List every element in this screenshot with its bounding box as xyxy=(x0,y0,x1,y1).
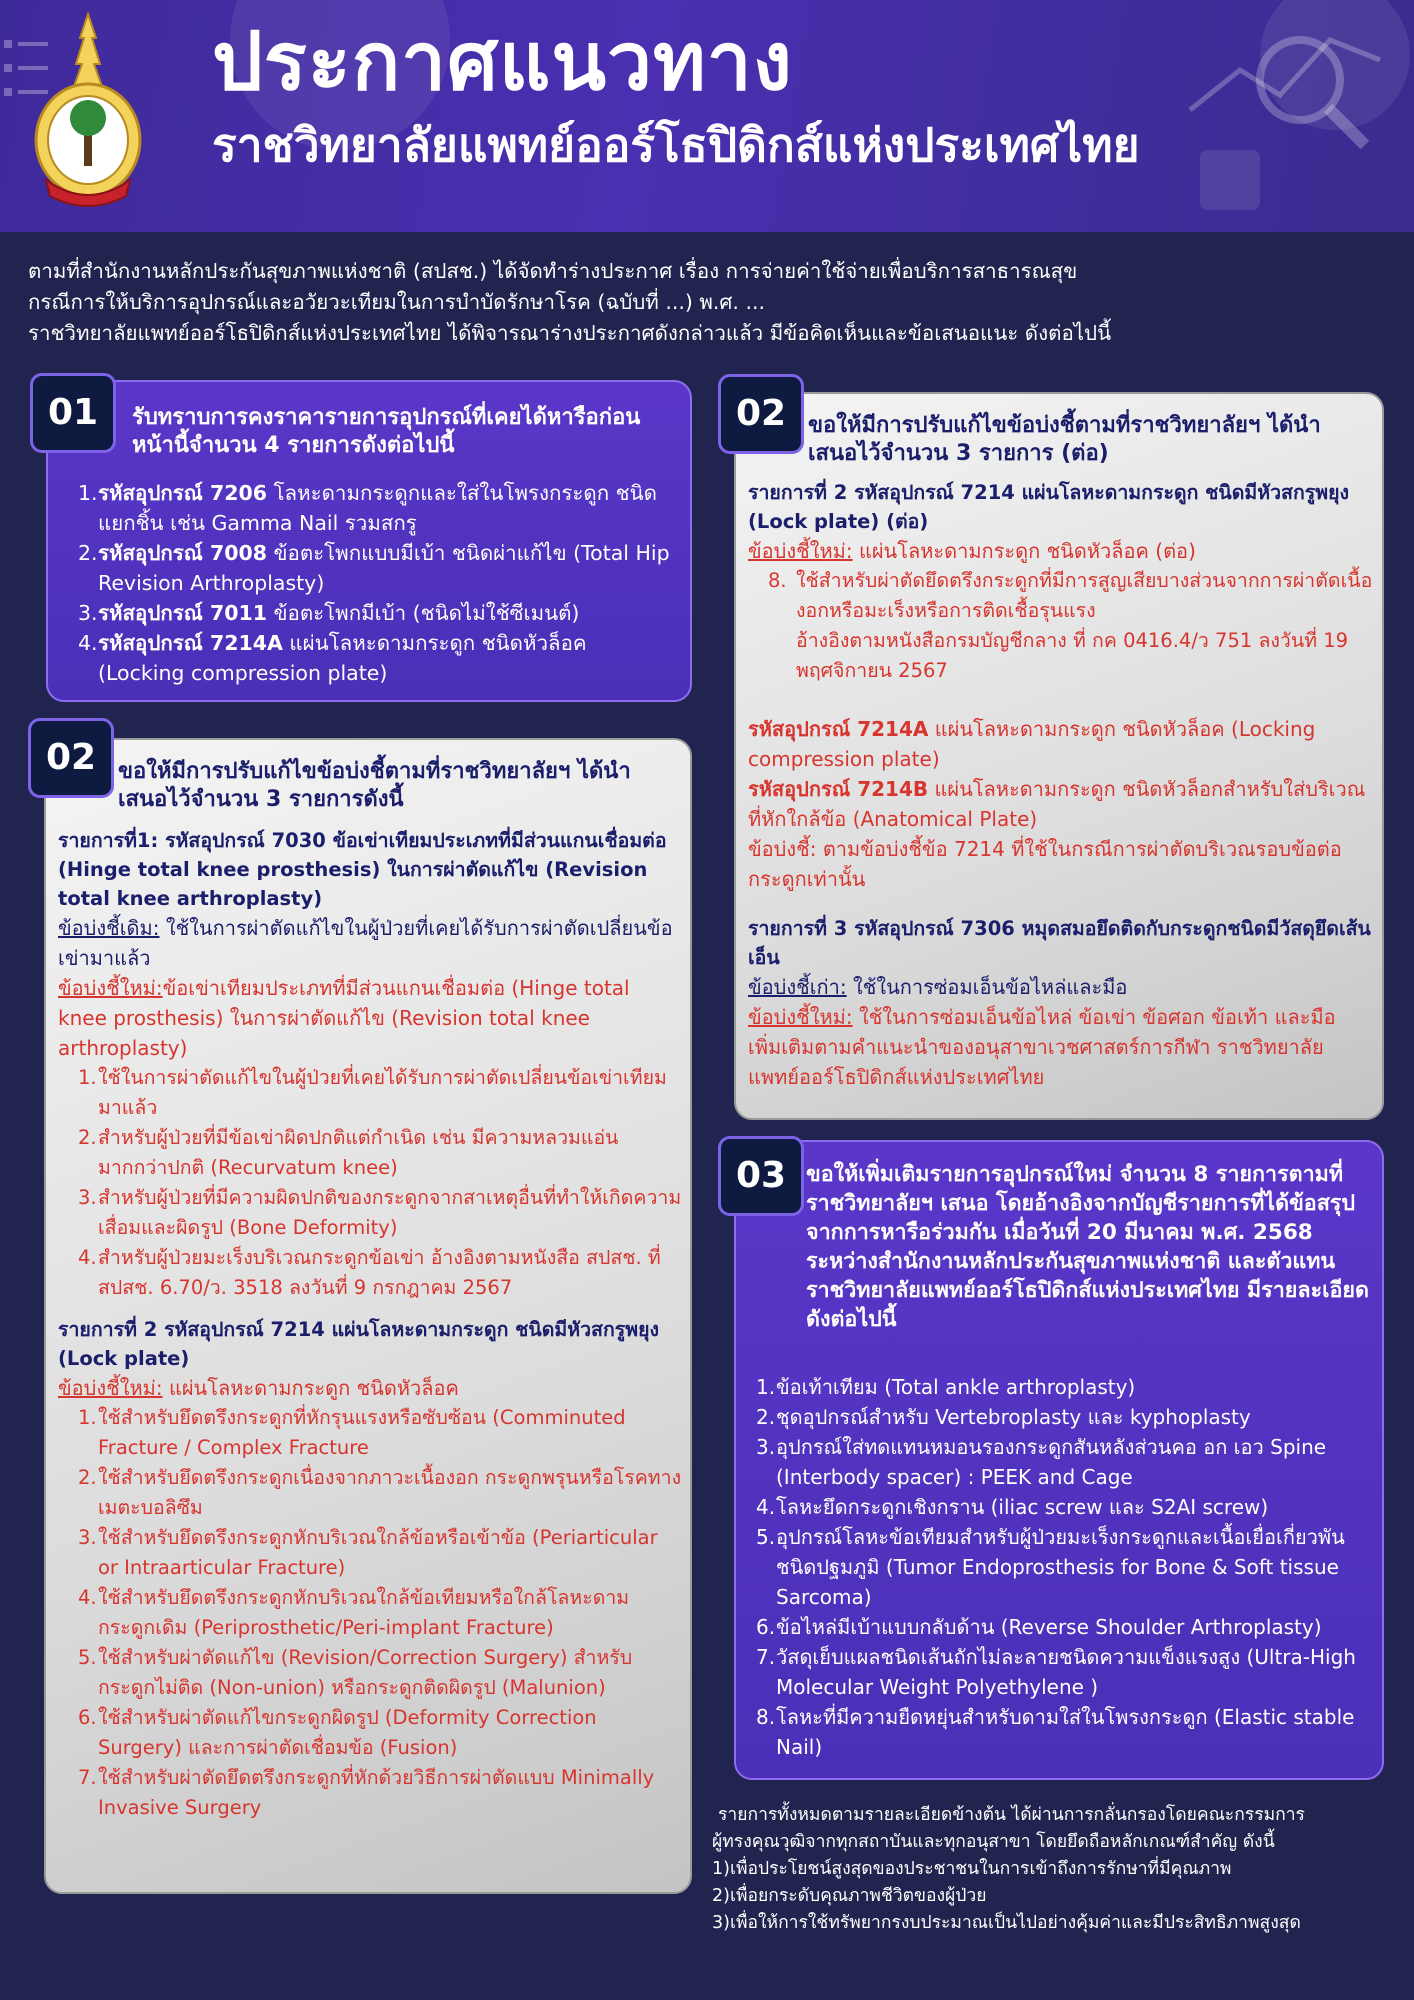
item-text: ใช้สำหรับผ่าตัดยึดตรึงกระดูกที่หักด้วยวิธีการผ่าตัดแบบ Minimally Invasive Surgery xyxy=(98,1766,655,1819)
footer-line: 3)เพื่อให้การใช้ทรัพยากรงบประมาณเป็นไปอย่างคุ้มค่าและมีประสิทธิภาพสูงสุด xyxy=(712,1913,1301,1933)
item-text: โลหะยึดกระดูกเชิงกราน (iliac screw และ S2AI screw) xyxy=(776,1495,1269,1519)
item-text: ใช้สำหรับยึดตรึงกระดูกเนื่องจากภาวะเนื้องอก กระดูกพรุนหรือโรคทางเมตะบอลิซึม xyxy=(98,1466,682,1519)
device-code: รหัสอุปกรณ์ 7214A xyxy=(98,631,283,655)
new-indication-text: ข้อเข่าเทียมประเภทที่มีส่วนแกนเชื่อมต่อ (Hinge total knee prosthesis) ในการผ่าตัดแก้ไข (Revision total knee arthroplasty) xyxy=(58,976,630,1060)
list-number: 5. xyxy=(756,1525,776,1549)
list-number: 6. xyxy=(78,1706,97,1729)
section-03-badge: 03 xyxy=(718,1136,804,1216)
device-code: รหัสอุปกรณ์ 7011 xyxy=(98,601,267,625)
old-indication-label: ข้อบ่งชี้เก่า: xyxy=(748,975,847,999)
item-text: ข้อตะโพกแบบมีเบ้า ชนิดผ่าแก้ไข (Total Hip Revision Arthroplasty) xyxy=(98,541,670,595)
list-item xyxy=(756,1702,1378,1762)
device-code: รหัสอุปกรณ์ 7214A xyxy=(748,717,929,741)
section-03-list xyxy=(756,1372,1378,1762)
list-item xyxy=(78,478,678,538)
list-number: 8. xyxy=(768,569,787,592)
section-01-list xyxy=(78,478,678,688)
item-text: ใช้สำหรับผ่าตัดแก้ไข (Revision/Correction Surgery) สำหรับกระดูกไม่ติด (Non-union) หรือกระดูกติดผิดรูป (Malunion) xyxy=(98,1646,633,1699)
old-indication-text: ใช้ในการผ่าตัดแก้ไขในผู้ป่วยที่เคยได้รับการผ่าตัดเปลี่ยนข้อเข่ามาแล้ว xyxy=(58,916,673,970)
item-text: ชุดอุปกรณ์สำหรับ Vertebroplasty และ kyphoplasty xyxy=(776,1405,1251,1429)
new-indication-label: ข้อบ่งชี้ใหม่: xyxy=(748,539,853,563)
intro-line: กรณีการให้บริการอุปกรณ์และอวัยวะเทียมในการบำบัดรักษาโรค (ฉบับที่ ...) พ.ศ. ... xyxy=(28,290,766,314)
list-item xyxy=(78,1643,682,1703)
list-number: 2. xyxy=(78,541,98,565)
section-01-title: รับทราบการคงราคารายการอุปกรณ์ที่เคยได้หารือก่อนหน้านี้จำนวน 4 รายการดังต่อไปนี้ xyxy=(132,405,641,458)
list-item xyxy=(78,1183,682,1243)
item-text: ใช้สำหรับผ่าตัดยึดตรึงกระดูกที่มีการสูญเสียบางส่วนจากการผ่าตัดเนื้องอกหรือมะเร็งหรือการติดเชื้อรุนแรง xyxy=(796,569,1373,622)
new-indication-label: ข้อบ่งชี้ใหม่: xyxy=(58,976,163,1000)
item-text: แผ่นโลหะดามกระดูก ชนิดหัวล็อค (Locking compression plate) xyxy=(98,631,587,685)
analytics-decor-icon xyxy=(1180,0,1414,232)
new-indication-label: ข้อบ่งชี้ใหม่: xyxy=(748,1005,853,1029)
new-indication-text: แผ่นโลหะดามกระดูก ชนิดหัวล็อค xyxy=(162,1376,459,1400)
item-text: โลหะดามกระดูกและใส่ในโพรงกระดูก ชนิดแยกชิ้น เช่น Gamma Nail รวมสกรู xyxy=(98,481,657,535)
list-item xyxy=(756,1372,1378,1402)
list-number: 1. xyxy=(78,1066,97,1089)
section-02-content xyxy=(58,826,682,1823)
list-item xyxy=(78,1403,682,1463)
list-item xyxy=(756,1522,1378,1612)
item-text: สำหรับผู้ป่วยที่มีความผิดปกติของกระดูกจากสาเหตุอื่นที่ทำให้เกิดความเสื่อมและผิดรูป (Bone Deformity) xyxy=(98,1186,682,1239)
section-03-box xyxy=(734,1140,1384,1780)
list-item xyxy=(78,598,678,628)
list-number: 2. xyxy=(78,1126,97,1149)
footer-note xyxy=(712,1802,1402,1937)
item-text: อุปกรณ์ใส่ทดแทนหมอนรองกระดูกสันหลังส่วนคอ อก เอว Spine (Interbody spacer) : PEEK and Cage xyxy=(776,1435,1327,1489)
new-indication-label: ข้อบ่งชี้ใหม่: xyxy=(58,1376,163,1400)
section-03-title: ขอให้เพิ่มเติมรายการอุปกรณ์ใหม่ จำนวน 8 รายการตามที่ราชวิทยาลัยฯ เสนอ โดยอ้างอิงจากบัญชีรายการที่ได้ข้อสรุปจากการหารือร่วมกัน เมื่อวันที่ 20 มีนาคม พ.ศ. 2568 ระหว่างสำนักงานหลักประกันสุขภาพแห่งชาติ และตัวแทนราชวิทยาลัยแพทย์ออร์โธปิดิกส์แห่งประเทศไทย มีรายละเอียดดังต่อไปนี้ xyxy=(806,1162,1369,1332)
intro-line: ตามที่สำนักงานหลักประกันสุขภาพแห่งชาติ (สปสช.) ได้จัดทำร่างประกาศ เรื่อง การจ่ายค่าใช้จ่ายเพื่อบริการสาธารณสุข xyxy=(28,259,1078,283)
new-indication-text: ใช้ในการซ่อมเอ็นข้อไหล่ ข้อเข่า ข้อศอก ข้อเท้า และมือ เพิ่มเติมตามคำแนะนำของอนุสาขาเวชศาสตร์การกีฬา ราชวิทยาลัยแพทย์ออร์โธปิดิกส์แห่งประเทศไทย xyxy=(748,1005,1336,1089)
list-number: 2. xyxy=(78,1466,97,1489)
college-emblem-icon xyxy=(26,10,150,216)
item-text: ใช้สำหรับยึดตรึงกระดูกหักบริเวณใกล้ข้อหรือเข้าข้อ (Periarticular or Intraarticular Fracture) xyxy=(98,1526,658,1579)
list-number: 3. xyxy=(78,1526,97,1549)
device-code: รหัสอุปกรณ์ 7008 xyxy=(98,541,267,565)
list-number: 7. xyxy=(756,1645,776,1669)
list-item xyxy=(78,1063,682,1123)
list-number: 1. xyxy=(78,1406,97,1429)
list-item xyxy=(78,628,678,688)
footer-line: ผู้ทรงคุณวุฒิจากทุกสถาบันและทุกอนุสาขา โดยยึดถือหลักเกณฑ์สำคัญ ดังนี้ xyxy=(712,1832,1275,1852)
list-item xyxy=(78,1763,682,1823)
section-02-title: ขอให้มีการปรับแก้ไขข้อบ่งชี้ตามที่ราชวิทยาลัยฯ ได้นำเสนอไว้จำนวน 3 รายการดังนี้ xyxy=(118,759,631,812)
list-number: 7. xyxy=(78,1766,97,1789)
list-item xyxy=(756,1612,1378,1642)
list-number: 3. xyxy=(78,1186,97,1209)
item2-heading: รายการที่ 2 รหัสอุปกรณ์ 7214 แผ่นโลหะดามกระดูก ชนิดมีหัวสกรูพยุง (Lock plate) (ต่อ) xyxy=(748,481,1350,533)
device-code: รหัสอุปกรณ์ 7214B xyxy=(748,777,929,801)
list-item xyxy=(78,1583,682,1643)
list-item xyxy=(78,1123,682,1183)
list-item xyxy=(78,1523,682,1583)
item-text: แผ่นโลหะดามกระดูก ชนิดหัวล็อกสำหรับใส่บริเวณที่หักใกล้ข้อ (Anatomical Plate) xyxy=(748,777,1366,831)
list-number: 4. xyxy=(756,1495,776,1519)
list-number: 4. xyxy=(78,1586,97,1609)
item-text: สำหรับผู้ป่วยมะเร็งบริเวณกระดูกข้อเข่า อ้างอิงตามหนังสือ สปสช. ที่ สปสช. 6.70/ว. 3518 ลงวันที่ 9 กรกฎาคม 2567 xyxy=(98,1246,661,1299)
list-number: 1. xyxy=(756,1375,776,1399)
item2-point-8 xyxy=(748,566,1374,686)
list-item xyxy=(756,1492,1378,1522)
item1-indication-list xyxy=(58,1063,682,1303)
footer-line: 1)เพื่อประโยชน์สูงสุดของประชาชนในการเข้าถึงการรักษาที่มีคุณภาพ xyxy=(712,1859,1232,1879)
section-02-badge: 02 xyxy=(28,718,114,798)
list-item xyxy=(78,1703,682,1763)
intro-line: ราชวิทยาลัยแพทย์ออร์โธปิดิกส์แห่งประเทศไทย ได้พิจารณาร่างประกาศดังกล่าวแล้ว มีข้อคิดเห็นและข้อเสนอแนะ ดังต่อไปนี้ xyxy=(28,321,1112,345)
list-item xyxy=(78,1463,682,1523)
reference-text: อ้างอิงตามหนังสือกรมบัญชีกลาง ที่ กค 0416.4/ว 751 ลงวันที่ 19 พฤศจิกายน 2567 xyxy=(796,629,1349,682)
section-02-continued-title: ขอให้มีการปรับแก้ไขข้อบ่งชี้ตามที่ราชวิทยาลัยฯ ได้นำเสนอไว้จำนวน 3 รายการ (ต่อ) xyxy=(808,413,1321,466)
item-text: สำหรับผู้ป่วยที่มีข้อเข่าผิดปกติแต่กำเนิด เช่น มีความหลวมแอ่นมากกว่าปกติ (Recurvatum knee) xyxy=(98,1126,619,1179)
list-item xyxy=(78,1243,682,1303)
item2-heading: รายการที่ 2 รหัสอุปกรณ์ 7214 แผ่นโลหะดามกระดูก ชนิดมีหัวสกรูพยุง (Lock plate) xyxy=(58,1318,660,1370)
item-text: ใช้สำหรับยึดตรึงกระดูกหักบริเวณใกล้ข้อเทียมหรือใกล้โลหะดามกระดูกเดิม (Periprosthetic/Peri-implant Fracture) xyxy=(98,1586,630,1639)
item-text: โลหะที่มีความยืดหยุ่นสำหรับดามใส่ในโพรงกระดูก (Elastic stable Nail) xyxy=(776,1705,1355,1759)
list-number: 4. xyxy=(78,631,98,655)
list-number: 8. xyxy=(756,1705,776,1729)
list-item xyxy=(78,538,678,598)
list-item xyxy=(756,1432,1378,1492)
item-text: แผ่นโลหะดามกระดูก ชนิดหัวล็อค (Locking compression plate) xyxy=(748,717,1316,771)
section-01-badge: 01 xyxy=(30,373,116,453)
list-number: 4. xyxy=(78,1246,97,1269)
list-number: 2. xyxy=(756,1405,776,1429)
list-number: 5. xyxy=(78,1646,97,1669)
item-text: ข้อตะโพกมีเบ้า (ชนิดไม่ใช้ซีเมนต์) xyxy=(267,601,580,625)
item-text: ข้อไหล่มีเบ้าแบบกลับด้าน (Reverse Shoulder Arthroplasty) xyxy=(776,1615,1322,1639)
old-indication-label: ข้อบ่งชี้เดิม: xyxy=(58,916,160,940)
section-01-box xyxy=(46,380,692,702)
item1-heading: รายการที่1: รหัสอุปกรณ์ 7030 ข้อเข่าเทียมประเภทที่มีส่วนแกนเชื่อมต่อ (Hinge total knee prosthesis) ในการผ่าตัดแก้ไข (Revision total knee arthroplasty) xyxy=(58,829,667,910)
item-text: ใช้สำหรับผ่าตัดแก้ไขกระดูกผิดรูป (Deformity Correction Surgery) และการผ่าตัดเชื่อมข้อ (Fusion) xyxy=(98,1706,597,1759)
item2-indication-list xyxy=(58,1403,682,1823)
indication-note: ข้อบ่งชี้: ตามข้อบ่งชี้ข้อ 7214 ที่ใช้ในกรณีการผ่าตัดบริเวณรอบข้อต่อกระดูกเท่านั้น xyxy=(748,837,1342,891)
item-text: ใช้สำหรับยึดตรึงกระดูกที่หักรุนแรงหรือซับซ้อน (Comminuted Fracture / Complex Fracture xyxy=(98,1406,626,1459)
item-text: วัสดุเย็บแผลชนิดเส้นถักไม่ละลายชนิดความแข็งแรงสูง (Ultra-High Molecular Weight Polyethylene ) xyxy=(776,1645,1356,1699)
footer-line: รายการทั้งหมดตามรายละเอียดข้างต้น ได้ผ่านการกลั่นกรองโดยคณะกรรมการ xyxy=(718,1805,1305,1825)
page-subtitle: ราชวิทยาลัยแพทย์ออร์โธปิดิกส์แห่งประเทศไทย xyxy=(212,118,1140,172)
old-indication-text: ใช้ในการซ่อมเอ็นข้อไหล่และมือ xyxy=(846,975,1128,999)
list-item xyxy=(756,1402,1378,1432)
device-code: รหัสอุปกรณ์ 7206 xyxy=(98,481,267,505)
section-02-box xyxy=(44,738,692,1894)
item-text: ข้อเท้าเทียม (Total ankle arthroplasty) xyxy=(776,1375,1136,1399)
section-02-continued-content xyxy=(748,478,1374,1092)
header-banner xyxy=(0,0,1414,232)
section-02-continued-badge: 02 xyxy=(718,374,804,454)
footer-line: 2)เพื่อยกระดับคุณภาพชีวิตของผู้ป่วย xyxy=(712,1886,987,1906)
page-title: ประกาศแนวทาง xyxy=(212,15,793,108)
list-number: 3. xyxy=(78,601,98,625)
item-text: ใช้ในการผ่าตัดแก้ไขในผู้ป่วยที่เคยได้รับการผ่าตัดเปลี่ยนข้อเข่าเทียมมาแล้ว xyxy=(98,1066,667,1119)
new-indication-text: แผ่นโลหะดามกระดูก ชนิดหัวล็อค (ต่อ) xyxy=(852,539,1196,563)
item3-heading: รายการที่ 3 รหัสอุปกรณ์ 7306 หมุดสมอยึดติดกับกระดูกชนิดมีวัสดุยึดเส้นเอ็น xyxy=(748,917,1371,969)
list-number: 1. xyxy=(78,481,98,505)
list-number: 6. xyxy=(756,1615,776,1639)
list-item xyxy=(756,1642,1378,1702)
list-number: 3. xyxy=(756,1435,776,1459)
section-02-continued-box xyxy=(734,392,1384,1120)
item-text: อุปกรณ์โลหะข้อเทียมสำหรับผู้ป่วยมะเร็งกระดูกและเนื้อเยื่อเกี่ยวพันชนิดปฐมภูมิ (Tumor Endoprosthesis for Bone & Soft tissue Sarcoma) xyxy=(776,1525,1345,1609)
intro-paragraph xyxy=(28,256,1388,349)
